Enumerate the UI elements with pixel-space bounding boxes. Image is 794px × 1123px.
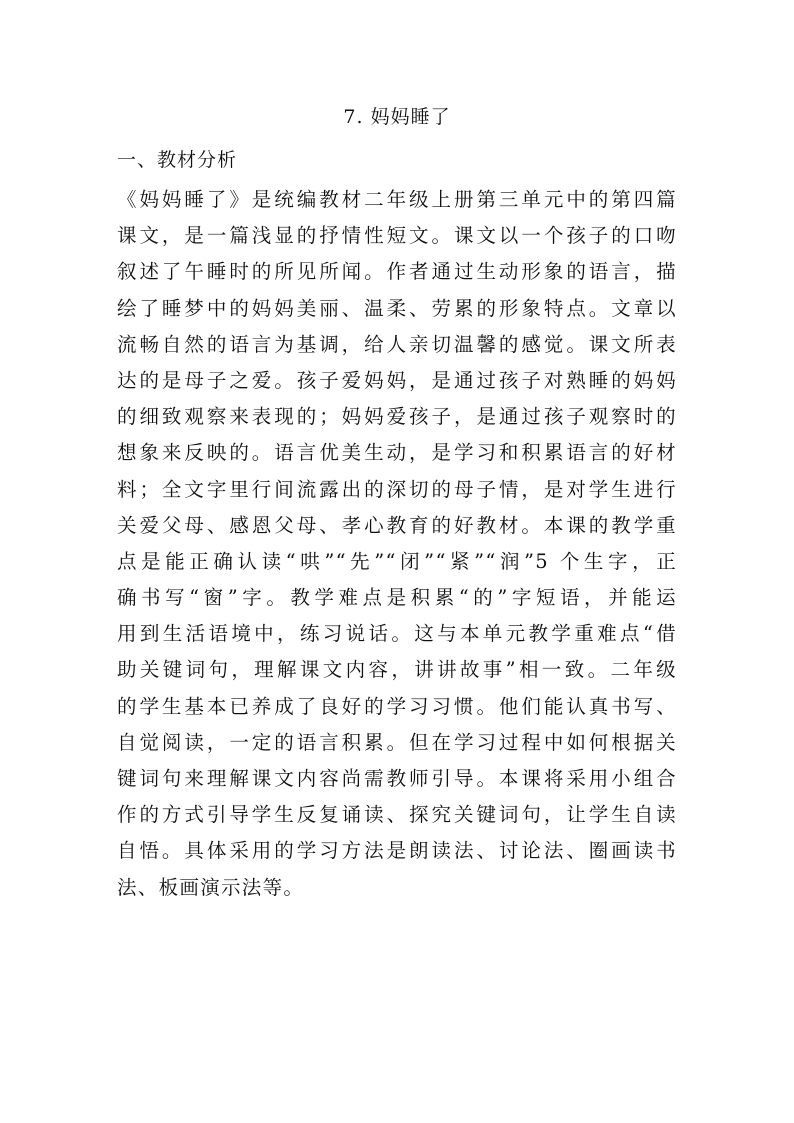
paragraph-line: 点是能正确认读“哄”“先”“闭”“紧”“润”5 个生字，正 <box>117 549 677 573</box>
paragraph-line: 键词句来理解课文内容尚需教师引导。本课将采用小组合 <box>117 767 677 790</box>
paragraph-line: 想象来反映的。语言优美生动，是学习和积累语言的好材 <box>117 441 677 465</box>
paragraph-line: 绘了睡梦中的妈妈美丽、温柔、劳累的形象特点。文章以 <box>117 296 677 320</box>
section-heading: 一、教材分析 <box>117 149 238 171</box>
document-title: 7. 妈妈睡了 <box>343 106 451 128</box>
paragraph-line: 的学生基本已养成了良好的学习习惯。他们能认真书写、 <box>117 694 677 718</box>
paragraph-line: 流畅自然的语言为基调，给人亲切温馨的感觉。课文所表 <box>117 332 677 356</box>
paragraph-line: 用到生活语境中，练习说话。这与本单元教学重难点“借 <box>117 622 677 646</box>
paragraph-line: 自觉阅读，一定的语言积累。但在学习过程中如何根据关 <box>117 730 677 754</box>
paragraph-line: 的细致观察来表现的；妈妈爱孩子，是通过孩子观察时的 <box>117 405 677 429</box>
paragraph-line: 法、板画演示法等。 <box>117 875 305 899</box>
body-paragraph <box>117 186 677 910</box>
paragraph-line: 课文，是一篇浅显的抒情性短文。课文以一个孩子的口吻 <box>117 224 677 248</box>
paragraph-line: 《妈妈睡了》是统编教材二年级上册第三单元中的第四篇 <box>117 188 677 211</box>
paragraph-line: 自悟。具体采用的学习方法是朗读法、讨论法、圈画读书 <box>117 839 677 863</box>
paragraph-line: 叙述了午睡时的所见所闻。作者通过生动形象的语言，描 <box>117 260 677 284</box>
paragraph-line: 作的方式引导学生反复诵读、探究关键词句，让学生自读 <box>117 803 677 827</box>
paragraph-line: 确书写“窗”字。教学难点是积累“的”字短语，并能运 <box>117 586 677 610</box>
paragraph-line: 料；全文字里行间流露出的深切的母子情，是对学生进行 <box>117 477 677 501</box>
paragraph-line: 达的是母子之爱。孩子爱妈妈，是通过孩子对熟睡的妈妈 <box>117 368 677 392</box>
paragraph-line: 助关键词句，理解课文内容，讲讲故事”相一致。二年级 <box>117 658 677 682</box>
paragraph-line: 关爱父母、感恩父母、孝心教育的好教材。本课的教学重 <box>117 513 677 537</box>
